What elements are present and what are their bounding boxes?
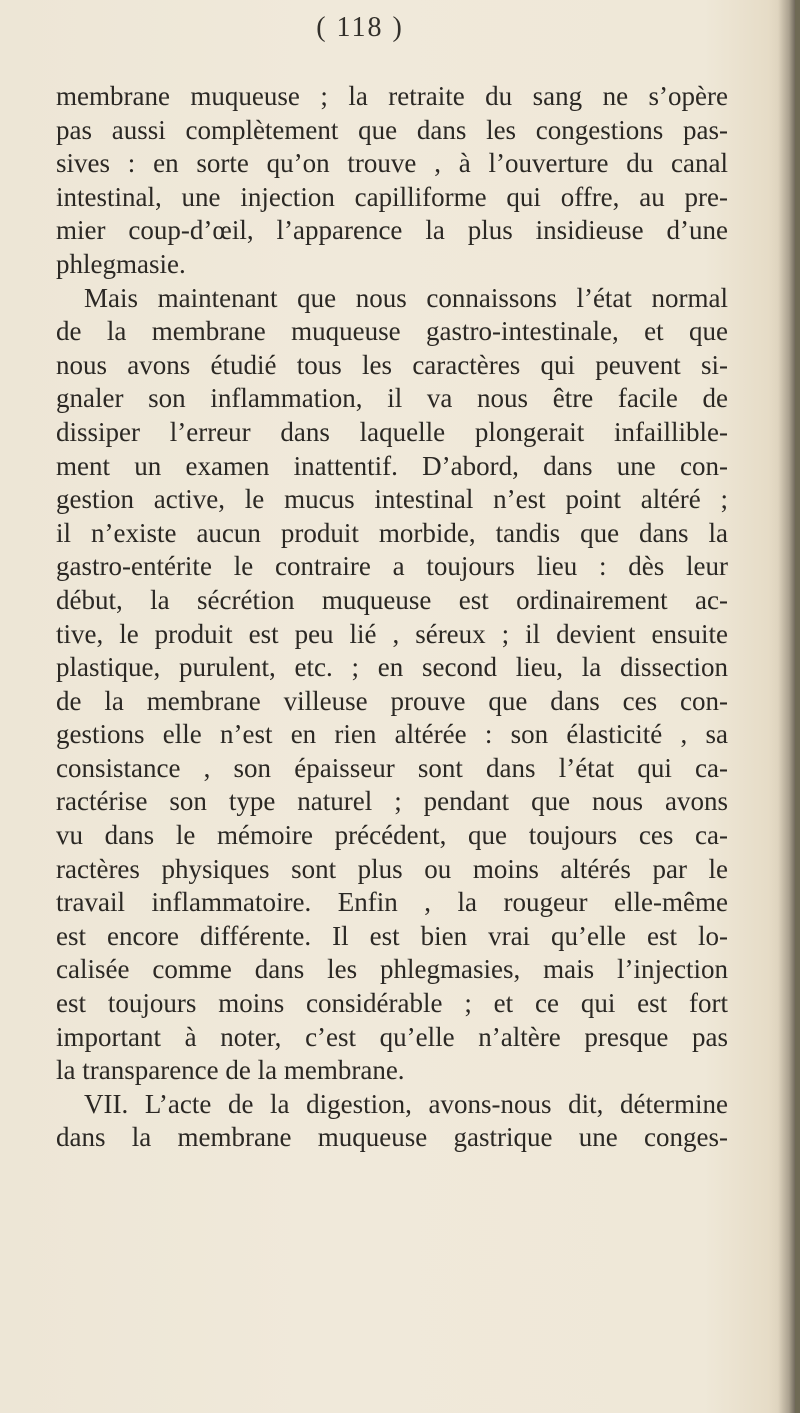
text-line: mier coup-d’œil, l’apparence la plus insidieuse d’une [56, 215, 728, 246]
text-line: important à noter, c’est qu’elle n’altère presque pas [56, 1021, 728, 1052]
text-line: calisée comme dans les phlegmasies, mais l’injection [56, 954, 728, 985]
text-line: VII. L’acte de la digestion, avons-nous dit, détermine [84, 1088, 728, 1119]
text-line: ractérise son type naturel ; pendant que nous avons [56, 786, 728, 817]
text-line: il n’existe aucun produit morbide, tandis que dans la [56, 517, 728, 548]
text-line: plastique, purulent, etc. ; en second lieu, la dissection [56, 652, 728, 683]
text-line: de la membrane muqueuse gastro-intestinale, et que [56, 316, 728, 347]
text-line: est toujours moins considérable ; et ce qui est fort [56, 988, 728, 1019]
text-line: travail inflammatoire. Enfin , la rougeur elle-même [56, 887, 728, 918]
text-line: nous avons étudié tous les caractères qui peuvent si- [56, 349, 728, 380]
text-line: ractères physiques sont plus ou moins altérés par le [56, 853, 728, 884]
text-line: gestion active, le mucus intestinal n’est point altéré ; [56, 484, 728, 515]
text-line: pas aussi complètement que dans les congestions pas- [56, 114, 728, 145]
text-line: sives : en sorte qu’on trouve , à l’ouverture du canal [56, 148, 728, 179]
text-line: consistance , son épaisseur sont dans l’état qui ca- [56, 752, 728, 783]
text-line: est encore différente. Il est bien vrai qu’elle est lo- [56, 920, 728, 951]
text-line: dans la membrane muqueuse gastrique une conges- [56, 1122, 728, 1153]
text-line: ment un examen inattentif. D’abord, dans une con- [56, 450, 728, 481]
text-line: la transparence de la membrane. [56, 1055, 405, 1086]
text-line: dissiper l’erreur dans laquelle plongerait infaillible- [56, 416, 728, 447]
text-line: début, la sécrétion muqueuse est ordinairement ac- [56, 584, 728, 615]
text-line: intestinal, une injection capilliforme qui offre, au pre- [56, 181, 728, 212]
page-edge [795, 0, 800, 1413]
body-text [56, 80, 728, 1155]
text-line: de la membrane villeuse prouve que dans ces con- [56, 685, 728, 716]
text-line: phlegmasie. [56, 248, 186, 279]
page-number: ( 118 ) [316, 12, 404, 43]
text-line: gnaler son inflammation, il va nous être facile de [56, 383, 728, 414]
text-line: Mais maintenant que nous connaissons l’état normal [84, 282, 728, 313]
text-line: membrane muqueuse ; la retraite du sang ne s’opère [56, 81, 728, 111]
text-line: gestions elle n’est en rien altérée : son élasticité , sa [56, 719, 728, 750]
text-line: vu dans le mémoire précédent, que toujours ces ca- [56, 820, 728, 851]
text-line: gastro-entérite le contraire a toujours lieu : dès leur [56, 551, 728, 582]
text-line: tive, le produit est peu lié , séreux ; il devient ensuite [56, 618, 728, 649]
